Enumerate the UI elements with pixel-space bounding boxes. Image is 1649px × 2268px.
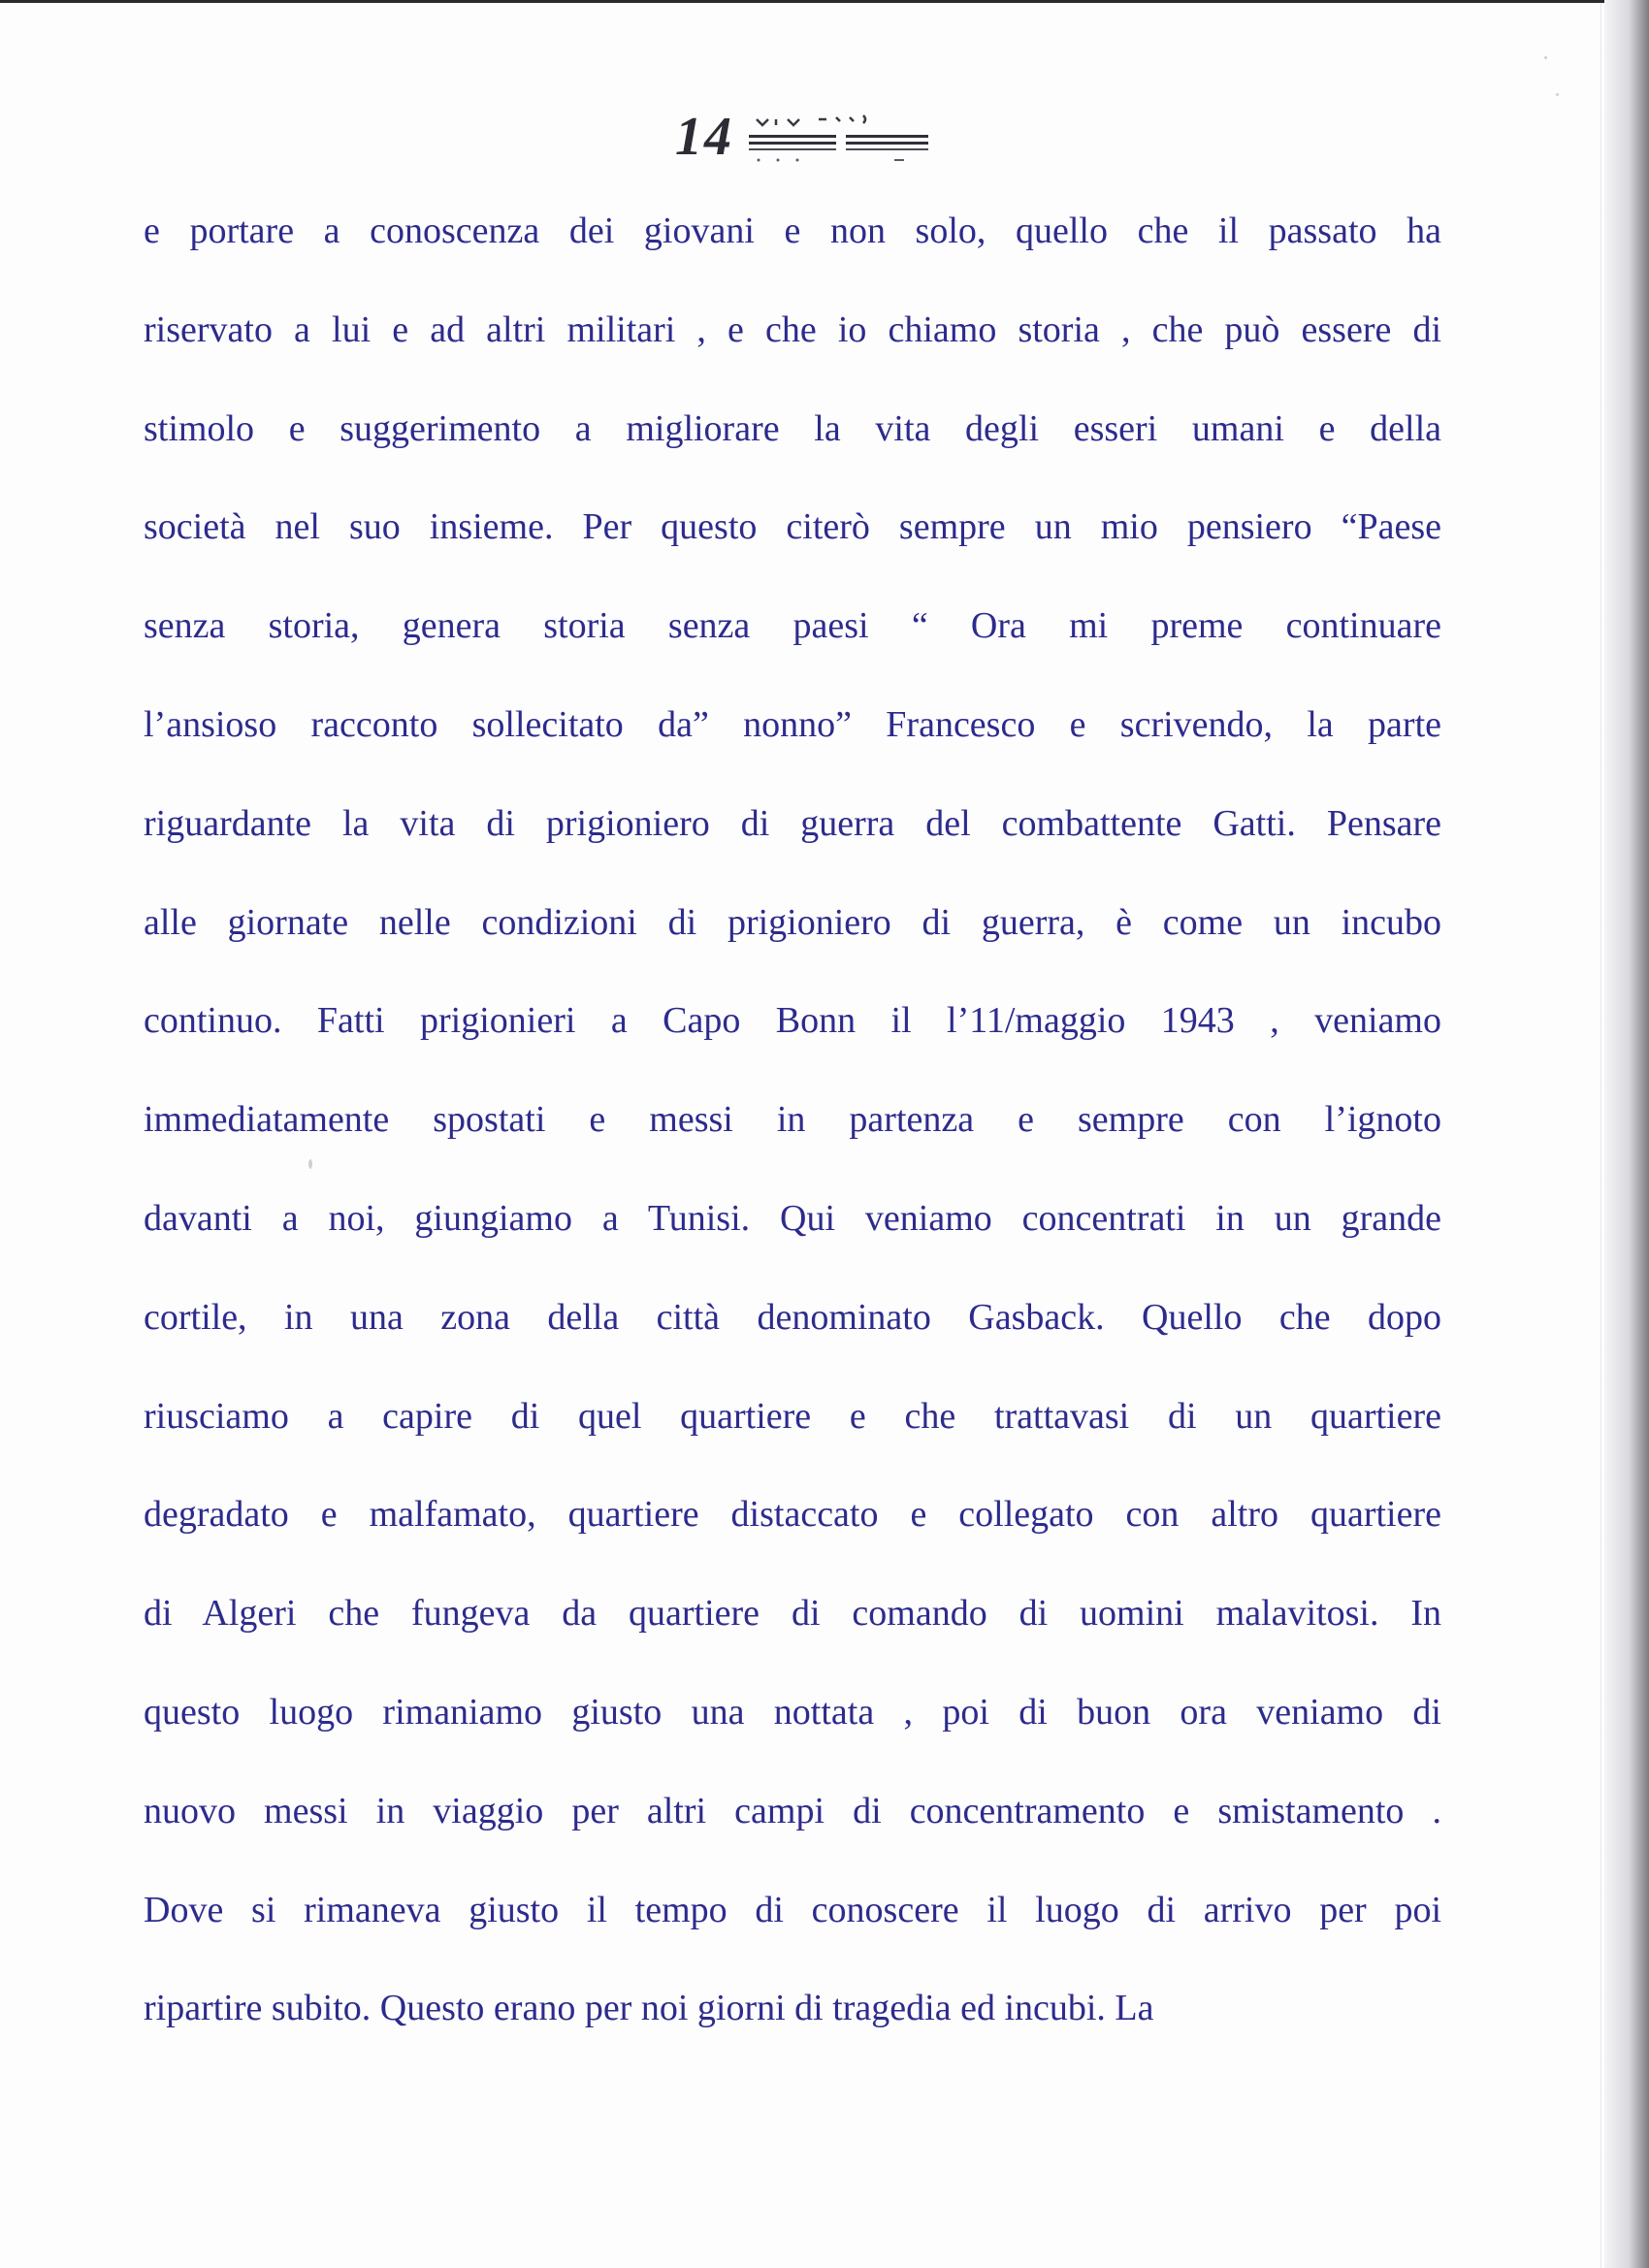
stamp-marks	[749, 112, 933, 165]
page-number: 14	[675, 107, 733, 167]
text-line: ripartire subito. Questo erano per noi giorni di tragedia ed incubi. La	[144, 1988, 1154, 2029]
text-line: l’ansioso racconto sollecitato da” nonno” Francesco e scrivendo, la parte	[144, 703, 1441, 745]
text-line: immediatamente spostati e messi in partenza e sempre con l’ignoto	[144, 1099, 1441, 1141]
text-line: di Algeri che fungeva da quartiere di comando di uomini malavitosi. In	[144, 1593, 1441, 1635]
text-line: degradato e malfamato, quartiere distaccato e collegato con altro quartiere	[144, 1494, 1441, 1536]
text-line: stimolo e suggerimento a migliorare la vita degli esseri umani e della	[144, 407, 1441, 449]
text-line: e portare a conoscenza dei giovani e non solo, quello che il passato ha	[144, 211, 1441, 251]
scan-speck	[1544, 56, 1547, 59]
page-number-stamp	[669, 102, 951, 170]
text-line: Dove si rimaneva giusto il tempo di conoscere il luogo di arrivo per poi	[144, 1889, 1441, 1930]
text-line: senza storia, genera storia senza paesi “ Ora mi preme continuare	[144, 605, 1441, 647]
text-line: società nel suo insieme. Per questo citerò sempre un mio pensiero “Paese	[144, 506, 1441, 548]
text-line: alle giornate nelle condizioni di prigioniero di guerra, è come un incubo	[144, 901, 1441, 943]
scan-top-edge	[0, 0, 1649, 3]
text-line: riservato a lui e ad altri militari , e che io chiamo storia , che può essere di	[144, 308, 1441, 350]
text-line: cortile, in una zona della città denominato Gasback. Quello che dopo	[144, 1296, 1441, 1338]
text-line: riguardante la vita di prigioniero di guerra del combattente Gatti. Pensare	[144, 802, 1441, 844]
text-line: davanti a noi, giungiamo a Tunisi. Qui veniamo concentrati in un grande	[144, 1197, 1441, 1239]
text-line: questo luogo rimaniamo giusto una nottata , poi di buon ora veniamo di	[144, 1691, 1441, 1733]
scan-speck	[1556, 93, 1559, 96]
scan-speck	[308, 1159, 312, 1169]
text-line: nuovo messi in viaggio per altri campi di concentramento e smistamento .	[144, 1790, 1441, 1831]
body-text	[144, 182, 1441, 2058]
scan-right-edge	[1604, 0, 1649, 2268]
text-line: riusciamo a capire di quel quartiere e che trattavasi di un quartiere	[144, 1395, 1441, 1437]
text-line: continuo. Fatti prigionieri a Capo Bonn il l’11/maggio 1943 , veniamo	[144, 1000, 1441, 1042]
